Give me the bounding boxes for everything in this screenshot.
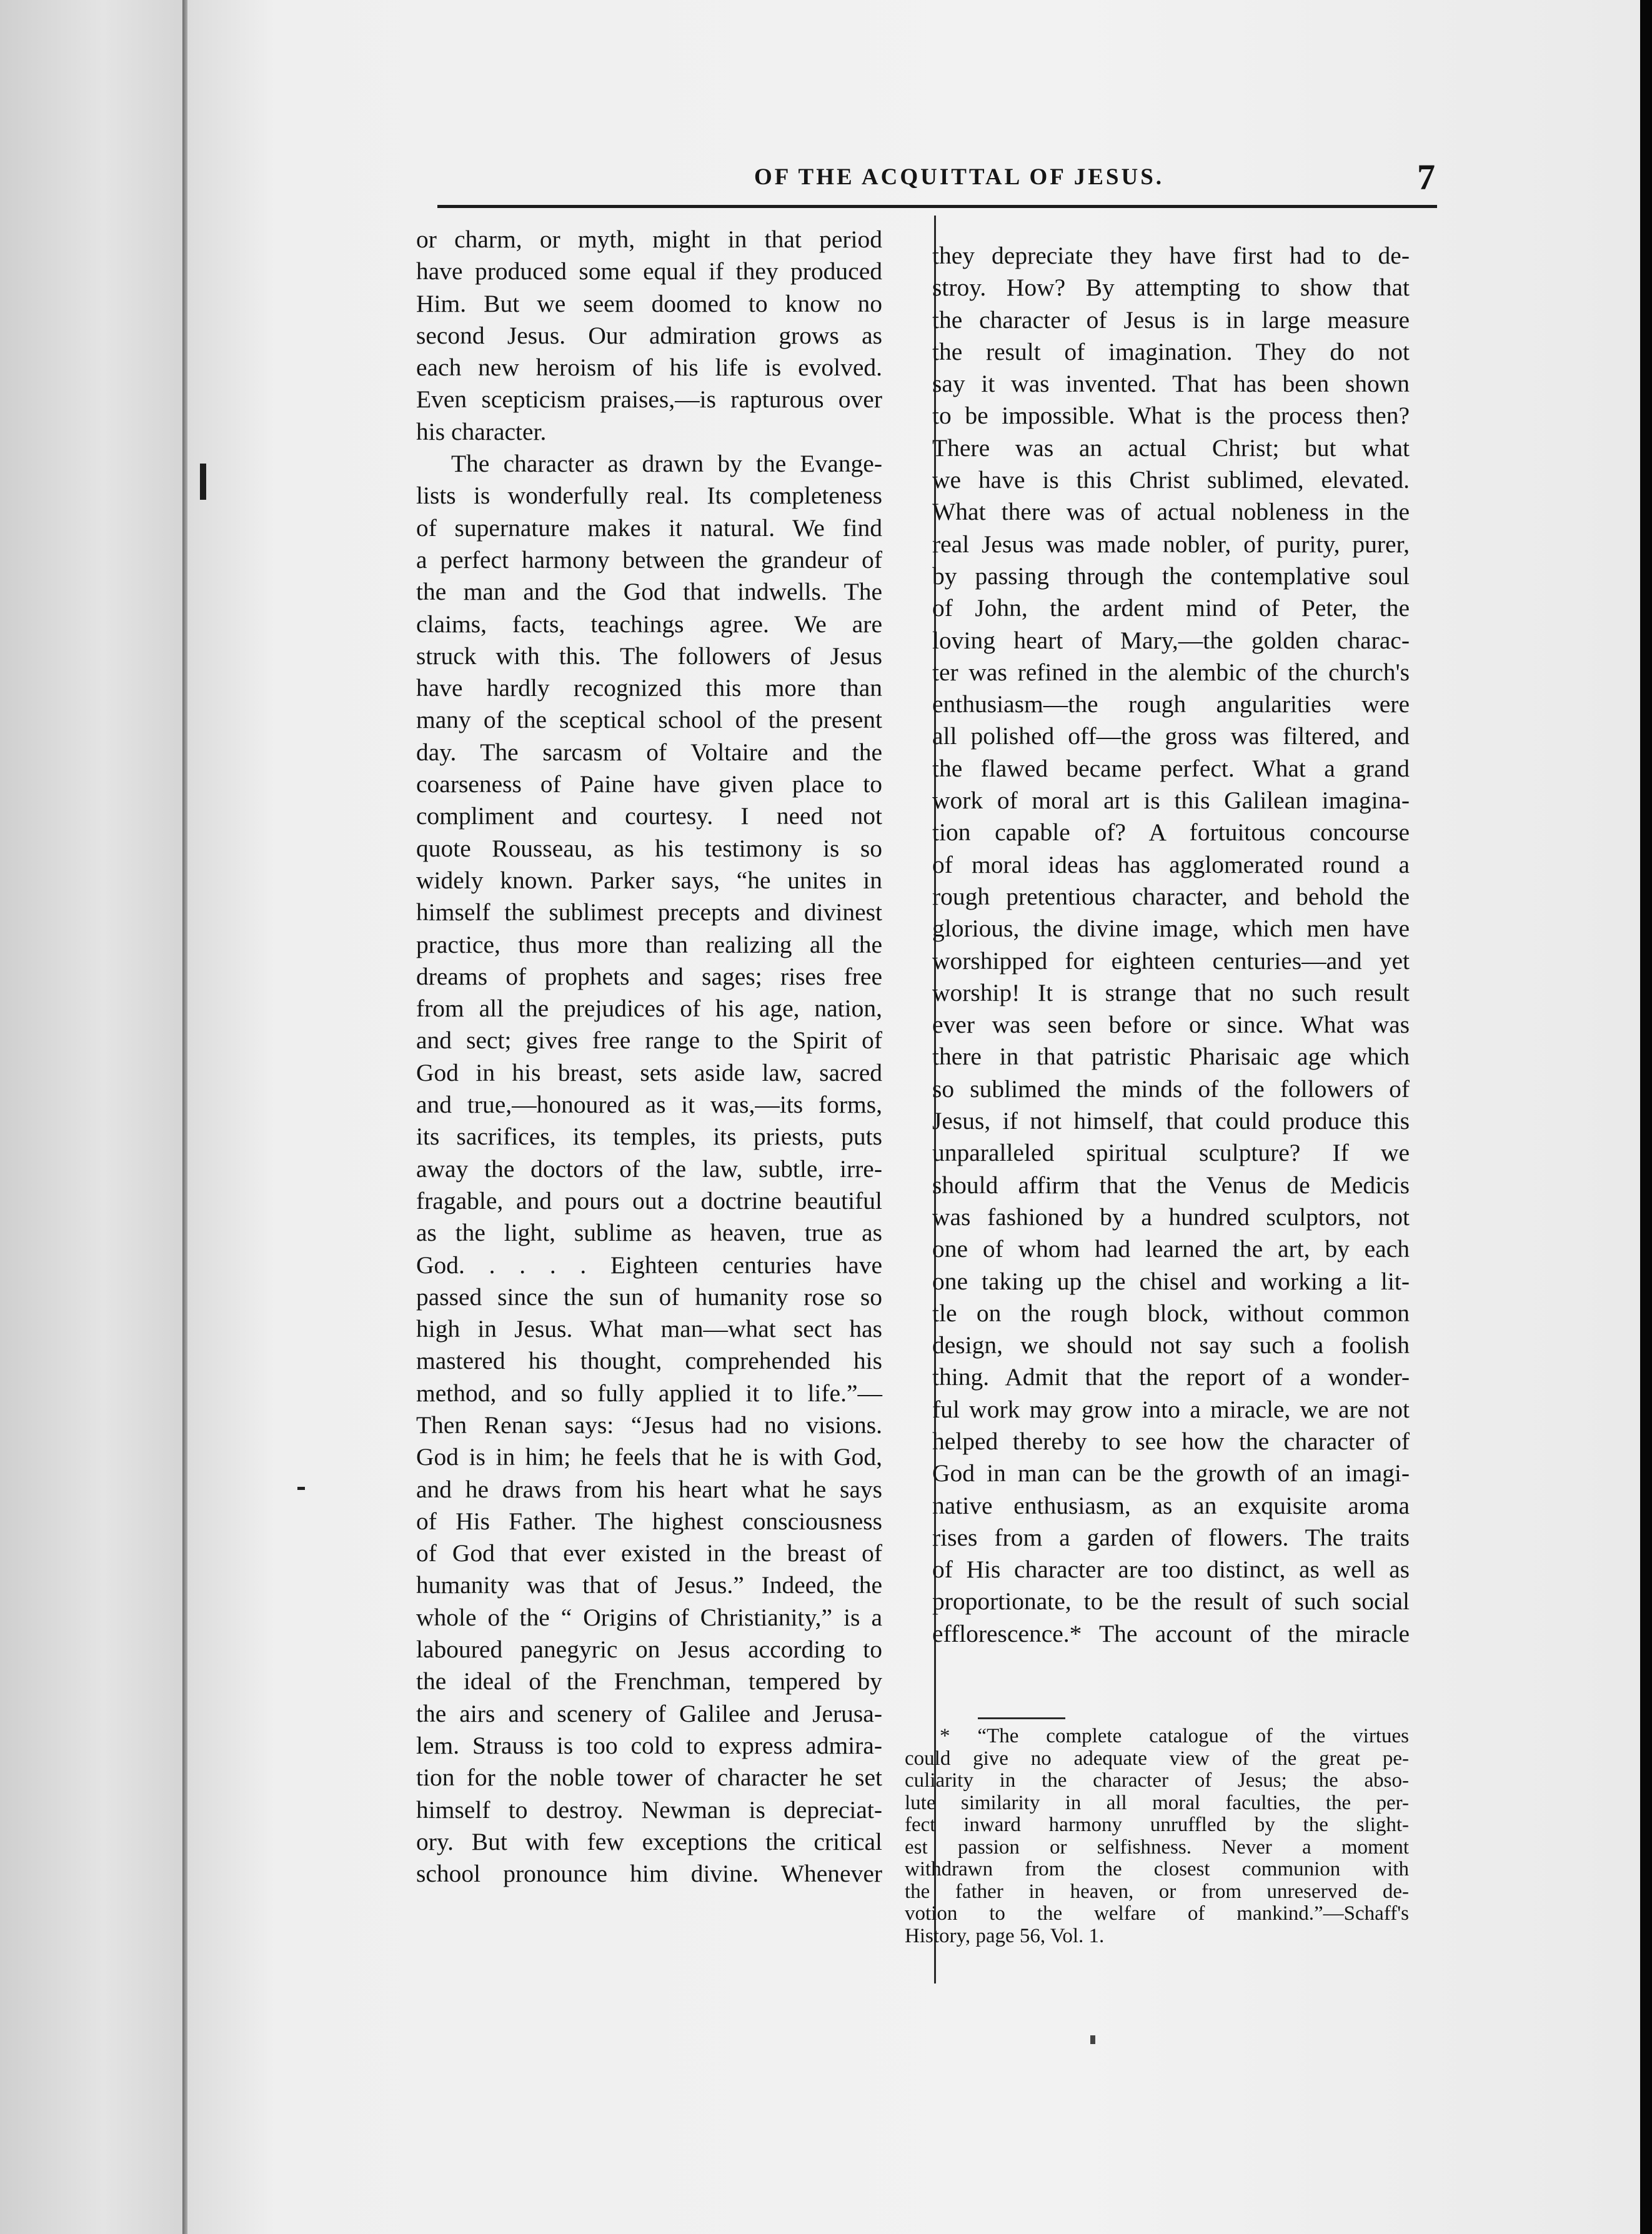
text-line: glorious, the divine image, which men have	[932, 915, 1410, 943]
text-line: native enthusiasm, as an exquisite aroma	[932, 1491, 1410, 1519]
text-line: the character of Jesus is in large measure	[932, 305, 1410, 334]
binding-mark	[200, 464, 206, 500]
text-line: tle on the rough block, without common	[932, 1299, 1410, 1327]
text-line: all polished off—the gross was filtered, and	[932, 722, 1410, 750]
text-line: of supernature makes it natural. We find	[416, 514, 882, 542]
text-line: himself to destroy. Newman is depreciat-	[416, 1795, 882, 1824]
text-line: rough pretentious character, and behold the	[932, 882, 1410, 910]
text-line: thing. Admit that the report of a wonder-	[932, 1363, 1410, 1391]
text-line: fect inward harmony unruffled by the slight-	[905, 1814, 1409, 1836]
text-line: or charm, or myth, might in that period	[416, 226, 882, 253]
text-line: widely known. Parker says, “he unites in	[416, 866, 882, 894]
paragraph	[932, 240, 1410, 1650]
text-line: the airs and scenery of Galilee and Jerusa-	[416, 1699, 882, 1727]
text-line: day. The sarcasm of Voltaire and the	[416, 738, 882, 766]
page-number: 7	[1417, 157, 1435, 197]
text-line: by passing through the contemplative soul	[932, 562, 1410, 590]
text-line: from all the prejudices of his age, nation,	[416, 995, 882, 1023]
text-line: say it was invented. That has been shown	[932, 370, 1410, 398]
right-column	[932, 240, 1410, 1650]
text-line: of God that ever existed in the breast of	[416, 1539, 882, 1567]
text-line: of His character are too distinct, as well as	[932, 1556, 1410, 1584]
text-line: as the light, sublime as heaven, true as	[416, 1219, 882, 1247]
text-line: second Jesus. Our admiration grows as	[416, 321, 882, 349]
text-line: himself the sublimest precepts and divinest	[416, 898, 882, 926]
text-line: claims, facts, teachings agree. We are	[416, 610, 882, 638]
text-line: so sublimed the minds of the followers of	[932, 1075, 1410, 1103]
footnote-rule	[978, 1717, 1065, 1719]
text-line: one taking up the chisel and working a lit-	[932, 1267, 1410, 1295]
footnote	[905, 1725, 1409, 1947]
text-line: ful work may grow into a miracle, we are not	[932, 1395, 1410, 1423]
text-line: The character as drawn by the Evange-	[451, 450, 882, 478]
text-line: practice, thus more than realizing all the	[416, 930, 882, 958]
text-line: humanity was that of Jesus.” Indeed, the	[416, 1571, 882, 1599]
text-line: his character.	[416, 417, 547, 445]
running-title: OF THE ACQUITTAL OF JESUS.	[754, 164, 1165, 190]
text-line: stroy. How? By attempting to show that	[932, 274, 1410, 302]
text-line: worshipped for eighteen centuries—and yet	[932, 946, 1410, 975]
text-line: enthusiasm—the rough angularities were	[932, 690, 1410, 718]
scan-border	[1640, 0, 1652, 2234]
text-line: the result of imagination. They do not	[932, 337, 1410, 365]
text-line: the ideal of the Frenchman, tempered by	[416, 1667, 882, 1695]
text-line: * “The complete catalogue of the virtues	[940, 1725, 1409, 1747]
text-line: proportionate, to be the result of such social	[932, 1587, 1410, 1616]
text-line: they depreciate they have first had to de-	[932, 242, 1410, 269]
text-line: design, we should not say such a foolish	[932, 1331, 1410, 1359]
text-line: should affirm that the Venus de Medicis	[932, 1171, 1410, 1199]
text-line: efflorescence.* The account of the miracle	[932, 1619, 1410, 1647]
text-line: of moral ideas has agglomerated round a	[932, 850, 1410, 878]
text-line: lists is wonderfully real. Its completeness	[416, 482, 882, 510]
text-line: God in man can be the growth of an imagi-	[932, 1459, 1410, 1487]
text-line: method, and so fully applied it to life.”—	[416, 1379, 882, 1407]
text-line: each new heroism of his life is evolved.	[416, 354, 882, 382]
text-line: Jesus, if not himself, that could produce this	[932, 1107, 1410, 1135]
paragraph	[416, 224, 882, 448]
text-line: lem. Strauss is too cold to express admira-	[416, 1731, 882, 1759]
text-line: God is in him; he feels that he is with God,	[416, 1443, 882, 1471]
text-line: dreams of prophets and sages; rises free	[416, 962, 882, 990]
ink-speck	[297, 1487, 305, 1490]
text-line: History, page 56, Vol. 1.	[905, 1924, 1105, 1947]
text-line: school pronounce him divine. Whenever	[416, 1860, 882, 1888]
text-line: ever was seen before or since. What was	[932, 1011, 1410, 1039]
text-line: could give no adequate view of the great pe-	[905, 1747, 1409, 1770]
text-line: and sect; gives free range to the Spirit of	[416, 1026, 882, 1055]
text-line: was fashioned by a hundred sculptors, not	[932, 1203, 1410, 1231]
text-line: a perfect harmony between the grandeur of	[416, 545, 882, 573]
text-line: the father in heaven, or from unreserved de-	[905, 1880, 1409, 1903]
text-line: quote Rousseau, as his testimony is so	[416, 834, 882, 862]
text-line: lute similarity in all moral faculties, the per-	[905, 1791, 1409, 1814]
text-line: high in Jesus. What man—what sect has	[416, 1315, 882, 1343]
text-line: its sacrifices, its temples, its priests, puts	[416, 1123, 882, 1151]
text-line: compliment and courtesy. I need not	[416, 802, 882, 830]
text-line: and true,—honoured as it was,—its forms,	[416, 1091, 882, 1119]
text-line: whole of the “ Origins of Christianity,” is a	[416, 1603, 882, 1631]
ink-speck	[1090, 2035, 1095, 2044]
text-line: there in that patristic Pharisaic age which	[932, 1043, 1410, 1071]
text-line: Him. But we seem doomed to know no	[416, 289, 882, 317]
text-line: to be impossible. What is the process then?	[932, 402, 1410, 430]
text-line: votion to the welfare of mankind.”—Schaff's	[905, 1902, 1409, 1925]
paragraph	[416, 448, 882, 1890]
text-line: mastered his thought, comprehended his	[416, 1347, 882, 1375]
text-line: God in his breast, sets aside law, sacred	[416, 1058, 882, 1086]
text-line: loving heart of Mary,—the golden charac-	[932, 626, 1410, 654]
text-line: unparalleled spiritual sculpture? If we	[932, 1139, 1410, 1167]
text-line: fragable, and pours out a doctrine beautiful	[416, 1186, 882, 1214]
text-line: coarseness of Paine have given place to	[416, 770, 882, 798]
text-line: real Jesus was made nobler, of purity, purer,	[932, 530, 1410, 558]
text-line: struck with this. The followers of Jesus	[416, 642, 882, 670]
text-line: passed since the sun of humanity rose so	[416, 1283, 882, 1311]
text-line: ter was refined in the alembic of the church's	[932, 658, 1410, 686]
text-line: the flawed became perfect. What a grand	[932, 754, 1410, 782]
text-line: of His Father. The highest consciousness	[416, 1507, 882, 1535]
text-line: What there was of actual nobleness in the	[932, 498, 1410, 526]
text-line: est passion or selfishness. Never a moment	[905, 1835, 1409, 1859]
text-line: ory. But with few exceptions the critical	[416, 1827, 882, 1855]
text-line: God. . . . . Eighteen centuries have	[416, 1251, 882, 1279]
text-line: have produced some equal if they produced	[416, 257, 882, 285]
text-line: tion for the noble tower of character he set	[416, 1764, 882, 1792]
text-line: the man and the God that indwells. The	[416, 578, 882, 606]
text-line: away the doctors of the law, subtle, irre-	[416, 1154, 882, 1183]
text-line: worship! It is strange that no such result	[932, 978, 1410, 1006]
text-line: withdrawn from the closest communion with	[905, 1858, 1409, 1880]
text-line: have hardly recognized this more than	[416, 674, 882, 702]
text-line: work of moral art is this Galilean imagina-	[932, 787, 1410, 815]
text-line: Then Renan says: “Jesus had no visions.	[416, 1411, 882, 1439]
text-line: we have is this Christ sublimed, elevated.	[932, 466, 1410, 494]
facing-page-edge	[0, 0, 187, 2234]
text-line: There was an actual Christ; but what	[932, 434, 1410, 462]
text-line: many of the sceptical school of the present	[416, 706, 882, 734]
text-line: culiarity in the character of Jesus; the abso-	[905, 1769, 1409, 1792]
left-column	[416, 224, 882, 1890]
text-line: tion capable of? A fortuitous concourse	[932, 818, 1410, 846]
text-line: helped thereby to see how the character of	[932, 1427, 1410, 1455]
text-line: and he draws from his heart what he says	[416, 1475, 882, 1503]
text-line: laboured panegyric on Jesus according to	[416, 1636, 882, 1664]
header-rule	[437, 205, 1437, 208]
text-line: of John, the ardent mind of Peter, the	[932, 594, 1410, 622]
text-line: one of whom had learned the art, by each	[932, 1235, 1410, 1263]
text-line: Even scepticism praises,—is rapturous over	[416, 385, 882, 414]
text-line: rises from a garden of flowers. The traits	[932, 1523, 1410, 1551]
